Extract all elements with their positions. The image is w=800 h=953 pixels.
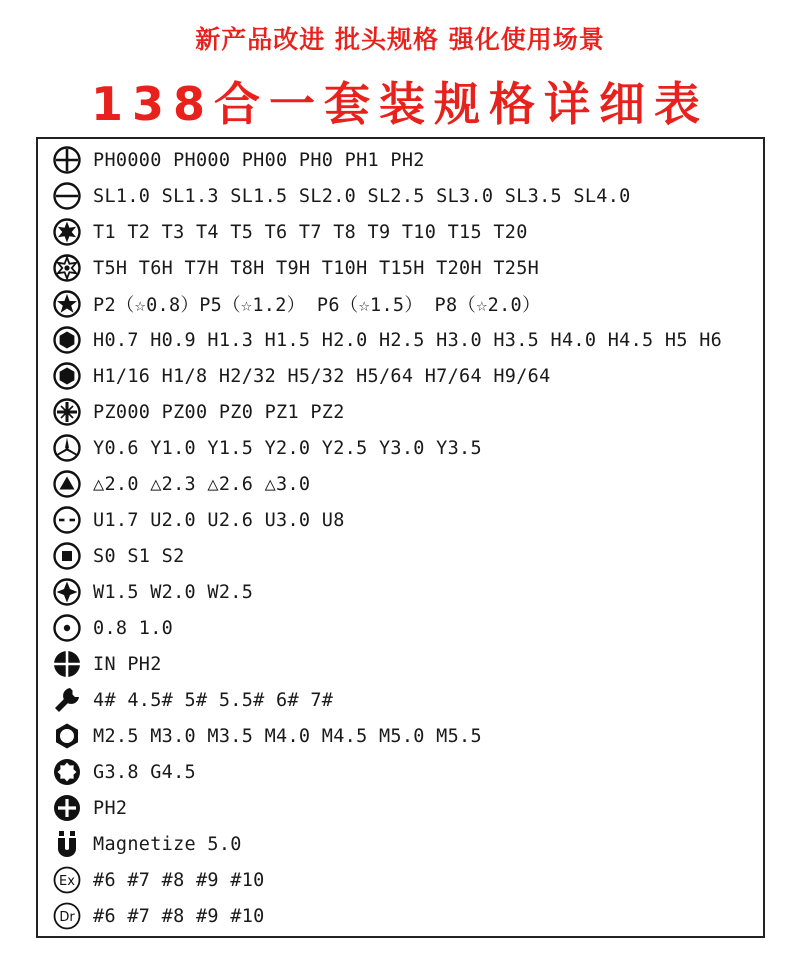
spec-row-pin xyxy=(52,610,173,646)
spec-table xyxy=(36,137,765,938)
wrench-icon xyxy=(52,685,82,715)
gear-icon xyxy=(52,757,82,787)
pozidriv-icon xyxy=(52,397,82,427)
spec-row-triangle xyxy=(52,466,310,502)
svg-text:Dr: Dr xyxy=(59,910,75,925)
dr-icon xyxy=(52,901,82,931)
spec-row-tri-point xyxy=(52,574,253,610)
svg-text:Ex: Ex xyxy=(59,874,75,889)
hex-icon xyxy=(52,325,82,355)
spec-text: PZ000 PZ00 PZ0 PZ1 PZ2 xyxy=(93,401,345,423)
spec-text: W1.5 W2.0 W2.5 xyxy=(93,581,254,603)
tri-wing-icon xyxy=(52,433,82,463)
page-title: 138合一套装规格详细表 xyxy=(90,77,710,131)
spec-text: H1/16 H1/8 H2/32 H5/32 H5/64 H7/64 H9/64 xyxy=(93,365,551,387)
hex-inch-icon xyxy=(52,361,82,391)
spec-text: P2（☆0.8）P5（☆1.2） P6（☆1.5） P8（☆2.0） xyxy=(93,295,541,316)
spec-text: T5H T6H T7H T8H T9H T10H T15H T20H T25H xyxy=(93,257,540,279)
spec-text: 4# 4.5# 5# 5.5# 6# 7# xyxy=(93,689,334,711)
spec-row-pentalobe xyxy=(52,286,541,322)
spec-row-tri-wing xyxy=(52,430,482,466)
spec-text: T1 T2 T3 T4 T5 T6 T7 T8 T9 T10 T15 T20 xyxy=(93,221,528,243)
spec-text: S0 S1 S2 xyxy=(93,545,185,567)
spec-row-plus-solid xyxy=(52,790,127,826)
spec-row-u-type xyxy=(52,502,345,538)
pentalobe-icon xyxy=(52,289,82,319)
spec-row-pozidriv xyxy=(52,394,345,430)
spec-row-dr xyxy=(52,898,265,934)
spec-text: PH2 xyxy=(93,797,128,819)
spec-text: #6 #7 #8 #9 #10 xyxy=(93,869,265,891)
torx-security-icon xyxy=(52,253,82,283)
spec-row-torx xyxy=(52,214,528,250)
spec-text: U1.7 U2.0 U2.6 U3.0 U8 xyxy=(93,509,345,531)
spec-text: PH0000 PH000 PH00 PH0 PH1 PH2 xyxy=(93,149,425,171)
spec-row-nut xyxy=(52,718,482,754)
spec-text: 0.8 1.0 xyxy=(93,617,174,639)
spec-text: △2.0 △2.3 △2.6 △3.0 xyxy=(93,473,311,495)
pin-icon xyxy=(52,613,82,643)
spec-text: #6 #7 #8 #9 #10 xyxy=(93,905,265,927)
spec-text: H0.7 H0.9 H1.3 H1.5 H2.0 H2.5 H3.0 H3.5 H4.0 H4.5 H5 H6 xyxy=(93,329,723,351)
spec-row-hex-inch xyxy=(52,358,551,394)
spec-text: SL1.0 SL1.3 SL1.5 SL2.0 SL2.5 SL3.0 SL3.5 SL4.0 xyxy=(93,185,631,207)
spec-row-magnet xyxy=(52,826,242,862)
tri-point-icon xyxy=(52,577,82,607)
plus-solid-icon xyxy=(52,793,82,823)
cross-solid-icon xyxy=(52,649,82,679)
spec-row-ex xyxy=(52,862,265,898)
ex-icon xyxy=(52,865,82,895)
spec-row-slotted xyxy=(52,178,631,214)
spec-row-gear xyxy=(52,754,196,790)
torx-icon xyxy=(52,217,82,247)
spec-text: G3.8 G4.5 xyxy=(93,761,196,783)
spec-row-phillips xyxy=(52,142,425,178)
nut-icon xyxy=(52,721,82,751)
slotted-icon xyxy=(52,181,82,211)
spec-row-square xyxy=(52,538,185,574)
spec-text: Magnetize 5.0 xyxy=(93,833,242,855)
spec-text: IN PH2 xyxy=(93,653,162,675)
square-icon xyxy=(52,541,82,571)
spec-text: Y0.6 Y1.0 Y1.5 Y2.0 Y2.5 Y3.0 Y3.5 xyxy=(93,437,482,459)
spec-row-cross-solid xyxy=(52,646,162,682)
magnet-icon xyxy=(52,829,82,859)
phillips-icon xyxy=(52,145,82,175)
spec-row-torx-security xyxy=(52,250,539,286)
spec-row-hex xyxy=(52,322,722,358)
triangle-icon xyxy=(52,469,82,499)
spec-text: M2.5 M3.0 M3.5 M4.0 M4.5 M5.0 M5.5 xyxy=(93,725,482,747)
subtitle: 新产品改进 批头规格 强化使用场景 xyxy=(195,25,605,54)
u-type-icon xyxy=(52,505,82,535)
spec-row-wrench xyxy=(52,682,333,718)
